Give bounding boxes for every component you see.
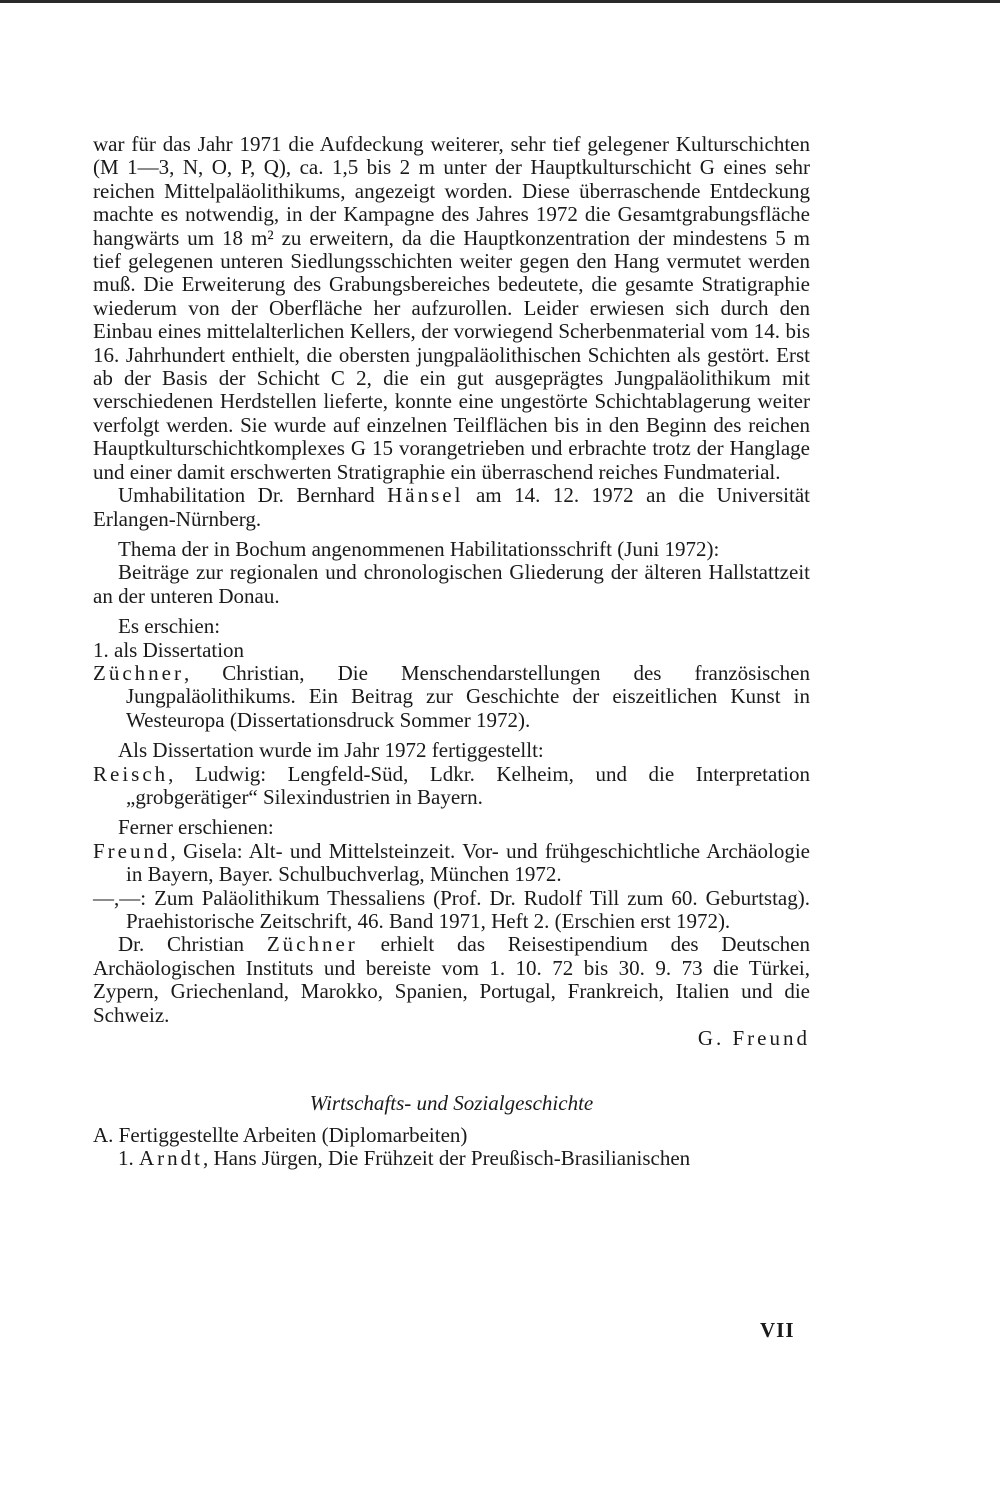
text: Umhabilitation Dr. Bernhard <box>118 483 388 508</box>
paragraph-habilitation <box>93 484 810 531</box>
signature: G. Freund <box>697 1026 810 1051</box>
spaced-name: Züchner <box>266 932 358 957</box>
spaced-name: Arndt <box>139 1146 203 1171</box>
page-number: VII <box>760 1318 795 1342</box>
entry-freund <box>93 840 810 887</box>
subsection-heading: A. Fertiggestellte Arbeiten (Diplomarbeiten) <box>93 1122 468 1147</box>
spaced-name: Reisch <box>93 761 169 786</box>
text: Dr. Christian <box>118 932 267 957</box>
page-content <box>93 133 810 1171</box>
spaced-name: Züchner <box>93 660 184 685</box>
top-border-rule <box>0 0 1000 3</box>
section-title: Wirtschafts- und Sozialgeschichte <box>309 1091 594 1116</box>
text: 1. <box>118 1146 139 1171</box>
text: am 14. 12. 1972 an die Universität Erlangen-Nürnberg. <box>93 483 810 531</box>
paragraph-further-published: Ferner erschienen: <box>118 815 274 840</box>
text: , Ludwig: Lengfeld-Süd, Ldkr. Kelheim, und die Interpretation „grobgerätiger“ Silexindustrien in Bayern. <box>126 761 810 809</box>
paragraph-travel-grant <box>93 933 810 1027</box>
paragraph-dissertation-label: 1. als Dissertation <box>93 637 245 662</box>
entry-zuechner <box>93 662 810 732</box>
paragraph-excavation-report: war für das Jahr 1971 die Aufdeckung weiterer, sehr tief gelegener Kulturschichten (M 1—3, N, O, P, Q), ca. 1,5 bis 2 m unter der Hauptkulturschicht G eines sehr reichen Mittelpaläolithikums, angezeigt worden. Diese überraschende Entdeckung machte es notwendig, in der Kampagne des Jahres 1972 die Gesamtgrabungsfläche hangwärts um 18 m² zu erweitern, da die Hauptkonzentration der mindestens 5 m tief gelegenen unteren Siedlungsschichten weiter gegen den Hang vermutet werden muß. Die Erweiterung des Grabungsbereiches bedeutete, die gesamte Stratigraphie wiederum von der Oberfläche her aufzurollen. Leider erwiesen sich durch den Einbau eines mittelalterlichen Kellers, der vorwiegend Scherbenmaterial vom 14. bis 16. Jahrhundert enthielt, die obersten jungpaläolithischen Schichten als gestört. Erst ab der Basis der Schicht C 2, die ein gut ausgeprägtes Jungpaläolithikum mit verschiedenen Herdstellen lieferte, konnte eine ungestörte Schichtablagerung weiter verfolgt werden. Sie wurde auf einzelnen Teilflächen bis in den Beginn des reichen Hauptkulturschichtkomplexes G 15 vorangetrieben und erbrachte trotz der Hanglage und einer damit erschwerten Stratigraphie ein überraschend reiches Fundmaterial. <box>93 132 810 484</box>
paragraph-published-heading: Es erschien: <box>118 614 221 639</box>
text: , Hans Jürgen, Die Frühzeit der Preußisch-Brasilianischen <box>203 1146 691 1171</box>
text: , Gisela: Alt- und Mittelsteinzeit. Vor- und frühgeschichtliche Archäologie in Bayern, Bayer. Schulbuchverlag, München 1972. <box>126 838 810 887</box>
spaced-name: Freund <box>93 838 171 863</box>
entry-reisch <box>93 763 810 810</box>
text: , Christian, Die Menschendarstellungen des französischen Jungpaläolithikums. Ein Beitrag zur Geschichte der eiszeitlichen Kunst in Westeuropa (Dissertationsdruck Sommer 1972). <box>126 660 810 732</box>
paragraph-thesis-title: Beiträge zur regionalen und chronologischen Gliederung der älteren Hallstattzeit an der unteren Donau. <box>93 560 810 608</box>
list-item-arndt <box>93 1147 810 1170</box>
text: erhielt das Reisestipendium des Deutschen Archäologischen Instituts und bereiste vom 1. 10. 72 bis 30. 9. 73 die Türkei, Zypern, Griechenland, Marokko, Spanien, Portugal, Frankreich, Italien und die Schweiz. <box>93 932 810 1027</box>
paragraph-thesis-topic: Thema der in Bochum angenommenen Habilitationsschrift (Juni 1972): <box>118 536 720 561</box>
entry-freund-thessaly: —,—: Zum Paläolithikum Thessaliens (Prof. Dr. Rudolf Till zum 60. Geburtstag). Praehistorische Zeitschrift, 46. Band 1971, Heft 2. (Erschien erst 1972). <box>93 885 810 933</box>
paragraph-completed-dissertation: Als Dissertation wurde im Jahr 1972 fertiggestellt: <box>118 738 544 763</box>
spaced-name: Hänsel <box>387 483 464 508</box>
